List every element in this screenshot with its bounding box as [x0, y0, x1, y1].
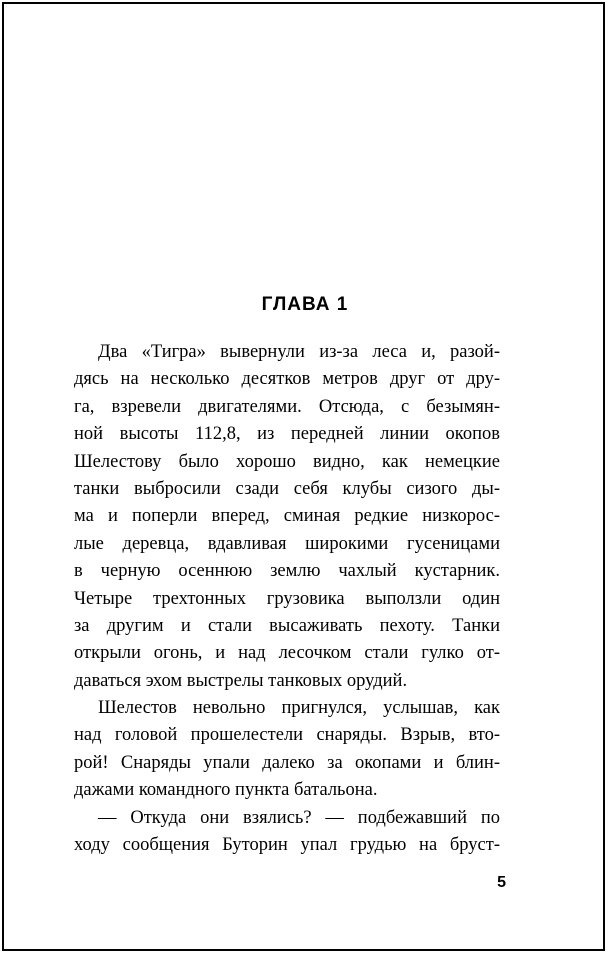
text-line: за другим и стали высаживать пехоту. Танки — [74, 615, 500, 636]
chapter-title: ГЛАВА 1 — [261, 294, 349, 315]
text-line: ходу сообщения Буторин упал грудью на бруст- — [74, 835, 500, 856]
text-line: над головой прошелестели снаряды. Взрыв, вто- — [74, 725, 500, 746]
text-line: — Откуда они взялись? — подбежавший по — [98, 807, 500, 828]
text-line: лые деревца, вдавливая широкими гусеницами — [74, 533, 500, 554]
text-line: га, взревели двигателями. Отсюда, с безымян- — [74, 396, 500, 417]
text-line: дясь на несколько десятков метров друг от дру- — [74, 369, 500, 390]
text-line: Шелестову было хорошо видно, как немецкие — [74, 451, 500, 472]
text-line: рой! Снаряды упали далеко за окопами и блин- — [74, 752, 500, 773]
page-number: 5 — [497, 874, 506, 891]
text-line: в черную осеннюю землю чахлый кустарник. — [74, 561, 500, 582]
text-line: ной высоты 112,8, из передней линии окопов — [74, 424, 500, 445]
text-line: дажами командного пункта батальона. — [74, 780, 378, 801]
text-line: ма и поперли вперед, сминая редкие низкорос- — [74, 506, 500, 527]
text-line: открыли огонь, и над лесочком стали гулко от- — [74, 643, 500, 664]
text-line: Два «Тигра» вывернули из-за леса и, разой- — [98, 342, 500, 362]
paragraph — [74, 695, 500, 805]
text-line: Четыре трехтонных грузовика выползли один — [74, 588, 500, 609]
paragraph — [74, 805, 500, 860]
text-line: Шелестов невольно пригнулся, услышав, как — [98, 698, 500, 719]
text-line: даваться эхом выстрелы танковых орудий. — [74, 670, 408, 691]
text-line: танки выбросили сзади себя клубы сизого ды- — [74, 478, 500, 499]
paragraph — [74, 339, 500, 695]
body-text — [74, 339, 500, 859]
